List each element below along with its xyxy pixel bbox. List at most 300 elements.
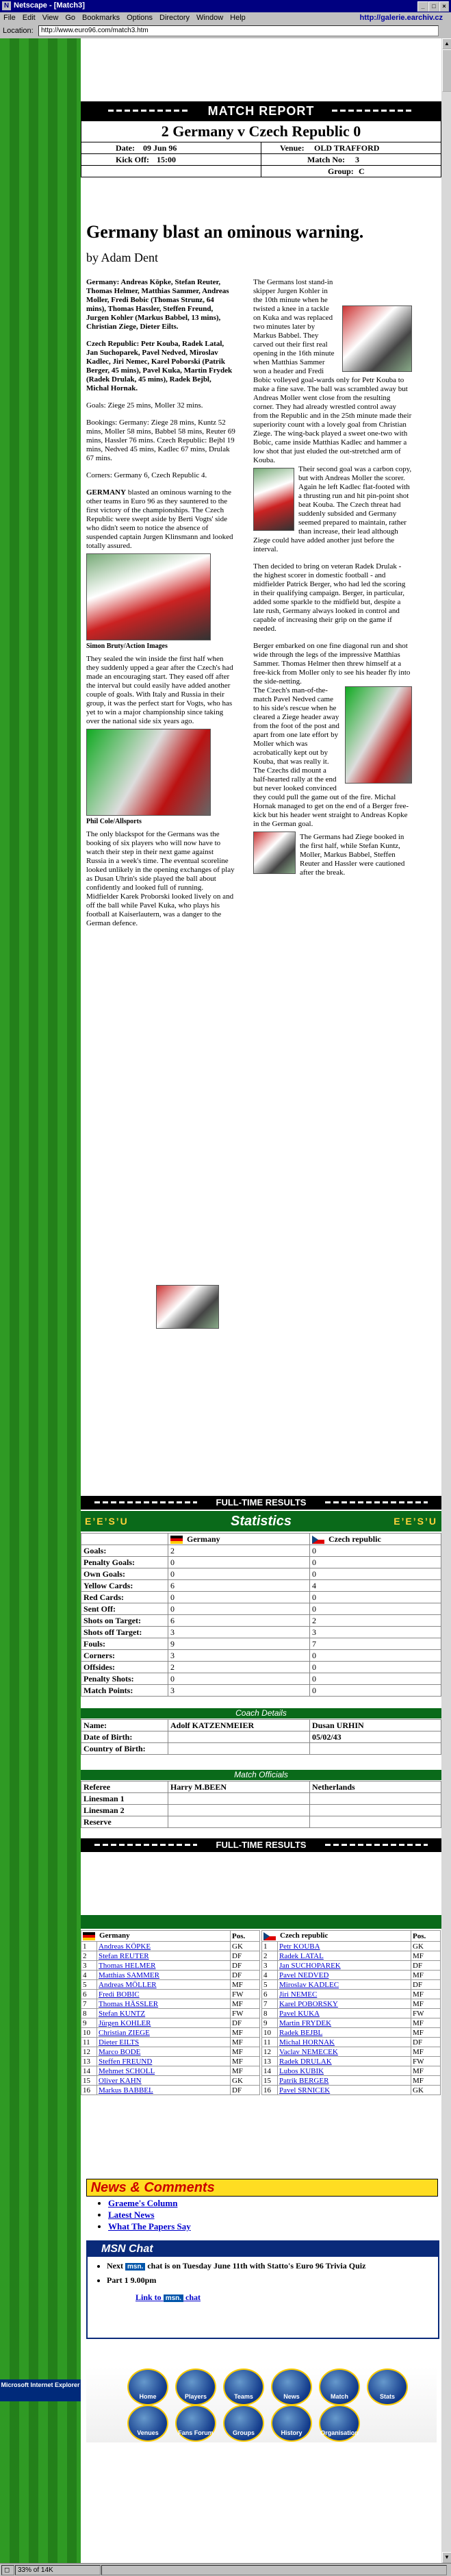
player-position: MF [411, 1971, 441, 1980]
match-no-value: 3 [355, 155, 359, 164]
lineup-row [262, 1971, 441, 1980]
stats-side-right: E’E’S’U [394, 1516, 437, 1527]
minimize-button[interactable]: _ [417, 1, 428, 12]
coach-label: Date of Birth: [81, 1731, 168, 1743]
date-value: 09 Jun 96 [143, 143, 177, 153]
official-country [310, 1805, 441, 1816]
player-number: 7 [262, 1999, 278, 2009]
lineup-row [262, 2009, 441, 2018]
lineup-row [262, 1942, 441, 1951]
stats-row [81, 1650, 441, 1662]
stat-value-czech: 0 [310, 1662, 441, 1673]
match-row-date-venue [81, 142, 441, 154]
stat-value-germany: 9 [168, 1638, 310, 1650]
match-officials-header: Match Officials [81, 1770, 441, 1780]
stat-value-czech: 0 [310, 1545, 441, 1557]
coach-label: Name: [81, 1720, 168, 1731]
coach-details-header: Coach Details [81, 1708, 441, 1718]
stat-value-germany: 0 [168, 1568, 310, 1580]
nav-organisation-button[interactable]: Organisation [319, 2405, 360, 2442]
player-name-link[interactable]: Radek BEJBL [278, 2028, 411, 2038]
player-name-link[interactable]: Pavel SRNICEK [278, 2086, 411, 2095]
nav-teams-button[interactable]: Teams [223, 2368, 264, 2405]
player-position: MF [411, 2076, 441, 2086]
player-number: 12 [81, 2047, 97, 2057]
stats-row [81, 1627, 441, 1638]
stat-label: Offsides: [81, 1662, 168, 1673]
player-position: MF [411, 2028, 441, 2038]
player-position: DF [231, 1971, 260, 1980]
player-number: 9 [262, 2018, 278, 2028]
stat-value-czech: 0 [310, 1592, 441, 1603]
coach-value-germany [168, 1731, 310, 1743]
msn-logo-icon: msn. [125, 2263, 145, 2271]
stat-value-germany: 0 [168, 1557, 310, 1568]
news-title: News & Comments [90, 2180, 215, 2195]
player-name-link[interactable]: Lubos KUBIK [278, 2066, 411, 2076]
stat-label: Match Points: [81, 1685, 168, 1697]
player-name-link[interactable]: Dieter EILTS [97, 2038, 231, 2047]
article-byline: by Adam Dent [86, 251, 158, 264]
player-number: 5 [81, 1980, 97, 1990]
article-right-1: The Germans lost stand-in skipper Jurgen Kohler in the 10th minute when he twisted a knee in a tackle on Kuka and was replaced two minutes later by Markus Babbel. They carved out their first real opening in the 16th minute when Matthias Sammer won a header and Fredi Bobic volleyed goal-wards only for Petr Kouba to make a fine save. The ball was scrambled away but Andreas Moller went close from the resulting corner. They had already wrestled control away from the Republic and in the 25th minute made their superiority count with a lovely goal from Christian Ziege. The wing-back played a sweet one-two with Bobic, came inside Matthias Kadlec and hammer a low shot that just eluded the out-stretched arm of Kouba. [253, 278, 412, 464]
status-message [101, 2565, 447, 2575]
lineup-row [262, 2038, 441, 2047]
stats-row [81, 1557, 441, 1568]
player-number: 6 [262, 1990, 278, 1999]
menu-help[interactable]: Help [230, 14, 246, 22]
player-position: MF [411, 2066, 441, 2076]
official-row [81, 1793, 441, 1805]
menu-view[interactable]: View [42, 14, 59, 22]
player-position: MF [231, 2047, 260, 2057]
msn-chat-title: MSN Chat [88, 2242, 438, 2257]
photo-credit-2: Phil Cole/Allsports [86, 818, 142, 825]
match-photo-4 [253, 468, 294, 531]
stat-label: Goals: [81, 1545, 168, 1557]
player-position: FW [411, 2057, 441, 2066]
lineup-row [81, 2066, 260, 2076]
player-number: 6 [81, 1990, 97, 1999]
player-position: DF [411, 1961, 441, 1971]
lineup-row [81, 2076, 260, 2086]
nav-players-button[interactable]: Players [175, 2368, 216, 2405]
player-position: MF [231, 2066, 260, 2076]
coach-value-czech: Dusan URHIN [310, 1720, 441, 1731]
nav-history-button[interactable]: History [271, 2405, 312, 2442]
lineup-row [262, 1990, 441, 1999]
player-name-link[interactable]: Miroslav KADLEC [278, 1980, 411, 1990]
player-position: DF [411, 2038, 441, 2047]
official-country: Netherlands [310, 1781, 441, 1793]
maximize-button[interactable]: □ [428, 1, 439, 12]
match-photo-6 [345, 686, 412, 784]
nav-home-button[interactable]: Home [127, 2368, 168, 2405]
stats-row [81, 1685, 441, 1697]
player-position: FW [231, 1990, 260, 1999]
player-number: 1 [262, 1942, 278, 1951]
status-bar [0, 2563, 451, 2576]
msn-chat-link[interactable]: Link to msn. chat [136, 2292, 201, 2302]
czech-lineup-table [261, 1930, 441, 2095]
stat-value-czech: 0 [310, 1685, 441, 1697]
match-photo-1 [86, 553, 211, 640]
stat-value-czech: 0 [310, 1650, 441, 1662]
window-titlebar [0, 0, 451, 12]
kickoff-value: 15:00 [157, 155, 176, 164]
match-row-kickoff [81, 154, 441, 166]
location-label: Location: [3, 27, 34, 35]
chat-link-row [136, 2292, 438, 2303]
stat-label: Sent Off: [81, 1603, 168, 1615]
lineup-row [81, 2028, 260, 2038]
lineup-row [81, 1951, 260, 1961]
lineup-row [262, 2066, 441, 2076]
player-name-link[interactable]: Stefan REUTER [97, 1951, 231, 1961]
player-name-link[interactable]: Thomas HÄSSLER [97, 1999, 231, 2009]
stat-label: Own Goals: [81, 1568, 168, 1580]
player-name-link[interactable]: Oliver KAHN [97, 2076, 231, 2086]
player-position: GK [231, 2076, 260, 2086]
page-viewport [0, 38, 441, 2563]
officials-table [81, 1781, 441, 1828]
nav-match-button[interactable]: Match [319, 2368, 360, 2405]
nav-news-button[interactable]: News [271, 2368, 312, 2405]
nav-venues-button[interactable]: Venues [127, 2405, 168, 2442]
player-position: MF [231, 2057, 260, 2066]
official-country [310, 1816, 441, 1828]
statistics-title: Statistics [231, 1514, 292, 1529]
match-row-group [81, 166, 441, 177]
menu-options[interactable]: Options [127, 14, 153, 22]
match-no-label: Match No: [307, 155, 345, 164]
stats-table [81, 1533, 441, 1697]
lineup-row [262, 2086, 441, 2095]
stat-value-czech: 0 [310, 1568, 441, 1580]
player-position: MF [411, 1951, 441, 1961]
official-row [81, 1805, 441, 1816]
link-graemes-column[interactable]: Graeme's Column [108, 2198, 178, 2208]
czech-flag-icon-2 [263, 1932, 276, 1940]
official-label: Reserve [81, 1816, 168, 1828]
player-position: DF [231, 1961, 260, 1971]
vertical-scrollbar[interactable] [441, 38, 451, 2563]
player-name-link[interactable]: Jan SUCHOPAREK [278, 1961, 411, 1971]
official-label: Referee [81, 1781, 168, 1793]
player-name-link[interactable]: Markus BABBEL [97, 2086, 231, 2095]
stats-row [81, 1592, 441, 1603]
location-bar [0, 24, 451, 38]
player-number: 16 [262, 2086, 278, 2095]
stat-label: Fouls: [81, 1638, 168, 1650]
ie-sponsor-badge[interactable]: Microsoft Internet Explorer [0, 2379, 81, 2401]
player-number: 8 [262, 2009, 278, 2018]
match-photo-3 [342, 305, 412, 372]
left-grass-stripe [0, 38, 81, 2563]
coach-row [81, 1720, 441, 1731]
germany-flag-icon [170, 1536, 183, 1544]
player-name-link[interactable]: Stefan KUNTZ [97, 2009, 231, 2018]
pos-header-b: Pos. [411, 1931, 441, 1942]
player-number: 3 [262, 1961, 278, 1971]
menu-edit[interactable]: Edit [22, 14, 36, 22]
lineup-row [81, 2086, 260, 2095]
official-name: Harry M.BEEN [168, 1781, 310, 1793]
msn-chat-box [86, 2240, 439, 2339]
venue-value: OLD TRAFFORD [314, 143, 380, 153]
scroll-down-icon[interactable]: ▼ [442, 2552, 451, 2563]
stat-label: Penalty Shots: [81, 1673, 168, 1685]
window-title: Netscape - [Match3] [14, 1, 85, 10]
stats-row [81, 1545, 441, 1557]
player-name-link[interactable]: Radek LATAL [278, 1951, 411, 1961]
photo-credit-1: Simon Bruty/Action Images [86, 642, 168, 650]
player-position: MF [411, 1990, 441, 1999]
player-number: 12 [262, 2047, 278, 2057]
pos-header-a: Pos. [231, 1931, 260, 1942]
stat-value-czech: 7 [310, 1638, 441, 1650]
player-number: 4 [262, 1971, 278, 1980]
link-latest-news[interactable]: Latest News [108, 2210, 155, 2220]
lineup-row [81, 2047, 260, 2057]
official-row [81, 1781, 441, 1793]
stat-label: Shots on Target: [81, 1615, 168, 1627]
player-position: MF [231, 2038, 260, 2047]
player-number: 3 [81, 1961, 97, 1971]
article-right-2: Their second goal was a carbon copy, but with Andreas Moller the scorer. Again he left Kadlec flat-footed with a thrusting run and hit pin-point shot beat Kouba. The Czech threat had suddenly subsided and Germany seemed prepared to maintain, rather than increase, their lead although Ziege could have added another just before the interval. [253, 465, 412, 553]
link-papers-say[interactable]: What The Papers Say [108, 2221, 191, 2231]
player-name-link[interactable]: Mehmet SCHOLL [97, 2066, 231, 2076]
czech-flag-icon [312, 1536, 324, 1544]
coach-value-germany: Adolf KATZENMEIER [168, 1720, 310, 1731]
player-name-link[interactable]: Andreas MÖLLER [97, 1980, 231, 1990]
coach-row [81, 1743, 441, 1755]
stat-value-germany: 6 [168, 1580, 310, 1592]
player-name-link[interactable]: Steffen FREUND [97, 2057, 231, 2066]
article-right-5: The Czech's man-of-the-match Pavel Nedved came to his side's rescue when he cleared a Ziege header away from the foot of the post and apart from one late effort by Moller which was acrobatically kept out by Kouba, that was really it. The Czechs did mount a half-hearted rally at the end but never looked convinced they could pull the game out of the fire. Michal Hornak managed to get on the end of a Berger free-kick but his header went straight to Andreas Kopke in the German goal. [253, 686, 409, 828]
player-position: FW [231, 2009, 260, 2018]
article-para-2: They sealed the win inside the first half when they suddenly upped a gear after the Czech's had made an encouraging start. They eased off after the interval but could easily have added another couple of goals. With Italy and Russia in their group, it was the perfect start for Vogts, who has yet to win a major championship since taking over the national side six years ago. [86, 655, 233, 725]
official-name [168, 1805, 310, 1816]
coach-label: Country of Birth: [81, 1743, 168, 1755]
player-position: FW [411, 2009, 441, 2018]
player-position: GK [411, 2086, 441, 2095]
stats-side-left: E’E’S’U [85, 1516, 129, 1527]
player-number: 5 [262, 1980, 278, 1990]
news-list [94, 2197, 191, 2232]
stat-value-germany: 3 [168, 1627, 310, 1638]
stat-value-czech: 4 [310, 1580, 441, 1592]
news-comments-header [86, 2179, 438, 2197]
player-position: GK [231, 1942, 260, 1951]
player-number: 10 [262, 2028, 278, 2038]
lineup-row [81, 1990, 260, 1999]
stat-label: Yellow Cards: [81, 1580, 168, 1592]
official-label: Linesman 2 [81, 1805, 168, 1816]
stat-label: Penalty Goals: [81, 1557, 168, 1568]
stat-value-germany: 2 [168, 1662, 310, 1673]
player-position: MF [231, 1999, 260, 2009]
footer-navigation [86, 2367, 437, 2442]
menu-file[interactable]: File [3, 14, 16, 22]
player-number: 16 [81, 2086, 97, 2095]
close-button[interactable]: × [439, 1, 449, 12]
lineup-row [262, 1980, 441, 1990]
player-name-link[interactable]: Pavel NEDVED [278, 1971, 411, 1980]
player-name-link[interactable]: Pavel KUKA [278, 2009, 411, 2018]
official-name [168, 1816, 310, 1828]
article-para-3: The only blackspot for the Germans was the booking of six players who will now have to watch their step in their next game against Russia in a week's time. The eventual scoreline looked unlikely in the opening exchanges of play as Dusan Uhrin's side played the ball about confidently and looked full of running. Midfielder Karek Proborski looked lively on and off the ball while Pavel Kuka, who plays his football at Kaiserlautern, was a danger to the German defence. [86, 830, 235, 927]
match-report-banner: MATCH REPORT [81, 101, 441, 121]
player-number: 13 [81, 2057, 97, 2066]
nav-fans-forum-button[interactable]: Fans Forum [175, 2405, 216, 2442]
stat-value-czech: 3 [310, 1627, 441, 1638]
player-number: 2 [81, 1951, 97, 1961]
article-right-4: Berger embarked on one fine diagonal run and shot wide through the legs of the impressive Matthias Sammer. Thomas Helmer then threw himself at a free-kick from Moller only to see his header fly into the side-netting. [253, 642, 411, 686]
stat-value-czech: 0 [310, 1557, 441, 1568]
stat-value-germany: 0 [168, 1603, 310, 1615]
official-name [168, 1793, 310, 1805]
coach-value-czech: 05/02/43 [310, 1731, 441, 1743]
stat-value-czech: 0 [310, 1603, 441, 1615]
germany-flag-icon-2 [83, 1932, 95, 1940]
group-value: C [359, 166, 365, 176]
stat-value-czech: 0 [310, 1673, 441, 1685]
player-position: DF [231, 1951, 260, 1961]
player-name-link[interactable]: Patrik BERGER [278, 2076, 411, 2086]
lineup-row [262, 1961, 441, 1971]
menu-go[interactable]: Go [65, 14, 76, 22]
stats-row [81, 1638, 441, 1650]
player-name-link[interactable]: Matthias SAMMER [97, 1971, 231, 1980]
lineup-row [81, 1961, 260, 1971]
kickoff-label: Kick Off: [116, 155, 149, 164]
stats-row [81, 1673, 441, 1685]
lineup-row [262, 1951, 441, 1961]
venue-label: Venue: [280, 143, 305, 153]
lineup-team-b: Czech republic [280, 1931, 328, 1940]
player-number: 15 [262, 2076, 278, 2086]
player-name-link[interactable]: Andreas KÖPKE [97, 1942, 231, 1951]
player-number: 10 [81, 2028, 97, 2038]
status-progress-text: 33% of 14K [15, 2565, 101, 2575]
site-url: http://galerie.earchiv.cz [359, 14, 443, 22]
location-input[interactable]: http://www.euro96.com/match3.htm [38, 25, 439, 36]
stat-value-germany: 0 [168, 1673, 310, 1685]
stats-row [81, 1615, 441, 1627]
player-name-link[interactable]: Jiri NEMEC [278, 1990, 411, 1999]
netscape-icon[interactable]: N [2, 1, 11, 10]
player-name-link[interactable]: Thomas HELMER [97, 1961, 231, 1971]
stat-label: Red Cards: [81, 1592, 168, 1603]
article-right-column [253, 278, 412, 877]
lineup-row [81, 2038, 260, 2047]
lineup-czech: Czech Republic: Petr Kouba, Radek Latal, Jan Suchoparek, Pavel Nedved, Miroslav Kadlec, Jiri Nemec, Karel Poborski (Patrik Berger, 45 mins), Pavel Kuka, Martin Frydek (Radek Drulak, 45 mins), Radek Bejbl, Michal Hornak. [86, 340, 233, 392]
player-position: MF [231, 2028, 260, 2038]
stat-value-germany: 0 [168, 1592, 310, 1603]
lineup-team-a: Germany [99, 1931, 130, 1940]
lineup-row [262, 2057, 441, 2066]
player-number: 13 [262, 2057, 278, 2066]
player-number: 8 [81, 2009, 97, 2018]
player-name-link[interactable]: Petr KOUBA [278, 1942, 411, 1951]
article-headline: Germany blast an ominous warning. [86, 222, 364, 242]
stats-row [81, 1662, 441, 1673]
fulltime-banner-2: FULL-TIME RESULTS [81, 1838, 441, 1852]
official-country [310, 1793, 441, 1805]
stat-value-germany: 3 [168, 1650, 310, 1662]
scroll-thumb[interactable] [442, 49, 451, 92]
player-position: DF [231, 2018, 260, 2028]
player-number: 2 [262, 1951, 278, 1961]
match-photo-7 [253, 831, 296, 874]
player-number: 14 [262, 2066, 278, 2076]
bookings-text: Bookings: Germany: Ziege 28 mins, Kuntz 52 mins, Moller 58 mins, Babbel 58 mins, Reuter 69 mins, Hassler 76 mins. Czech Republic: Bejbl 19 mins, Nedved 45 mins, Kadlec 67 mins, Drulak 67 mins. [86, 418, 235, 462]
lineup-row [262, 2018, 441, 2028]
statistics-header [81, 1511, 441, 1531]
lineup-header-bar [81, 1915, 441, 1929]
player-position: MF [231, 1980, 260, 1990]
coach-value-czech [310, 1743, 441, 1755]
page-content [81, 38, 441, 2563]
official-row [81, 1816, 441, 1828]
scroll-up-icon[interactable]: ▲ [442, 38, 451, 49]
player-position: GK [411, 1942, 441, 1951]
menu-directory[interactable]: Directory [159, 14, 190, 22]
nav-groups-button[interactable]: Groups [223, 2405, 264, 2442]
player-name-link[interactable]: Michal HORNAK [278, 2038, 411, 2047]
nav-stats-button[interactable]: Stats [367, 2368, 408, 2405]
lineup-row [81, 2009, 260, 2018]
player-position: MF [411, 1999, 441, 2009]
stats-team-a: Germany [187, 1534, 220, 1544]
lineup-row [81, 1999, 260, 2009]
menu-bookmarks[interactable]: Bookmarks [82, 14, 120, 22]
lineup-germany: Germany: Andreas Köpke, Stefan Reuter, Thomas Helmer, Matthias Sammer, Andreas Moller, Fredi Bobic (Thomas Strunz, 64 mins), Thomas Hassler, Steffen Freund, Jurgen Kohler (Markus Babbel, 13 mins), Christian Ziege, Dieter Eilts. [86, 278, 229, 331]
lineup-row [81, 2018, 260, 2028]
article-left-column [86, 278, 235, 936]
stat-value-germany: 2 [168, 1545, 310, 1557]
match-summary-box [81, 121, 441, 177]
menu-window[interactable]: Window [196, 14, 224, 22]
player-name-link[interactable]: Fredi BOBIC [97, 1990, 231, 1999]
lineup-row [262, 2076, 441, 2086]
stats-row [81, 1603, 441, 1615]
player-name-link[interactable]: Vaclav NEMECEK [278, 2047, 411, 2057]
player-name-link[interactable]: Karel POBORSKY [278, 1999, 411, 2009]
player-name-link[interactable]: Jürgen KOHLER [97, 2018, 231, 2028]
article-right-6: The Germans had Ziege booked in the first half, while Stefan Kuntz, Moller, Markus Babbel, Steffen Reuter and Hassler were cautioned after the break. [300, 833, 405, 877]
article-para-1: blasted an ominous warning to the other teams in Euro 96 as they sauntered to the first victory of the championships. The Czech Republic were swept aside by Berti Vogts' side who didn't seem to notice the absence of suspended captain Jurgen Klinsmann and looked totally assured. [86, 488, 233, 550]
score-line: 2 Germany v Czech Republic 0 [81, 121, 441, 142]
player-position: DF [231, 2086, 260, 2095]
match-photo-5 [156, 1285, 219, 1329]
player-number: 15 [81, 2076, 97, 2086]
player-number: 1 [81, 1942, 97, 1951]
official-label: Linesman 1 [81, 1793, 168, 1805]
player-name-link[interactable]: Christian ZIEGE [97, 2028, 231, 2038]
lineup-row [262, 2047, 441, 2057]
player-name-link[interactable]: Marco BODE [97, 2047, 231, 2057]
player-name-link[interactable]: Martin FRYDEK [278, 2018, 411, 2028]
stats-row [81, 1568, 441, 1580]
player-name-link[interactable]: Radek DRULAK [278, 2057, 411, 2066]
player-number: 11 [262, 2038, 278, 2047]
player-position: MF [411, 2047, 441, 2057]
fulltime-banner: FULL-TIME RESULTS [81, 1496, 441, 1510]
para1-lead: GERMANY [86, 488, 127, 497]
goals-text: Goals: Ziege 25 mins, Moller 32 mins. [86, 401, 203, 410]
